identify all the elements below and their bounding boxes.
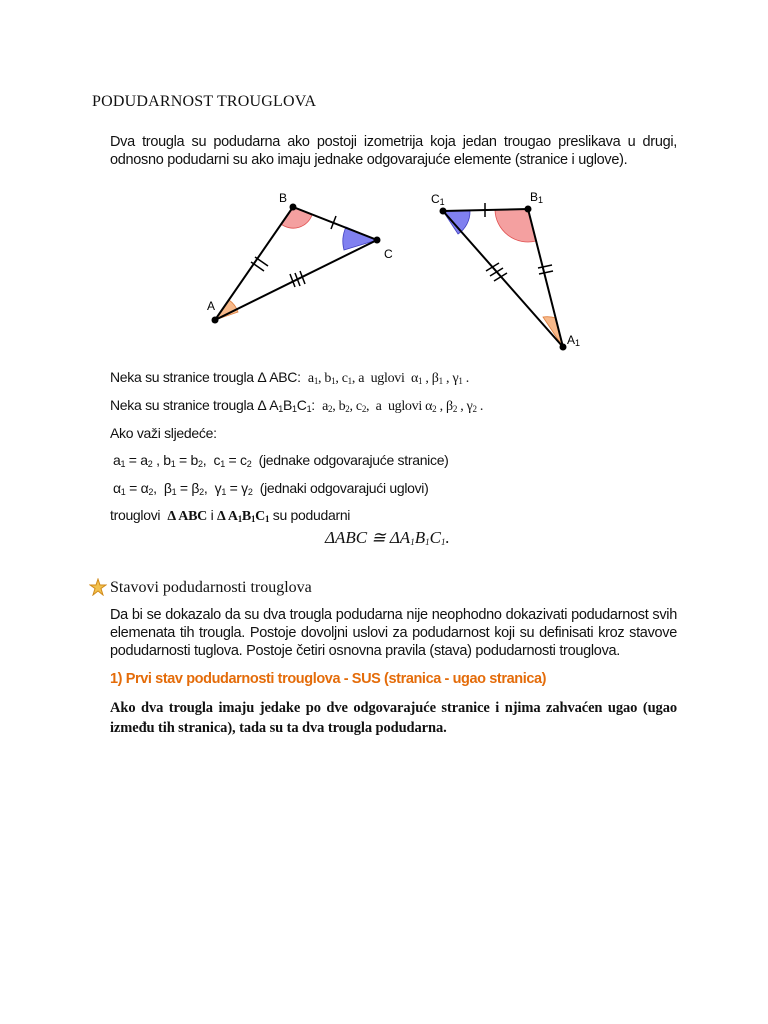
star-bullet-icon (89, 578, 107, 596)
triangle-abc (207, 191, 393, 324)
line-sides-a1b1c1: Neka su stranice trougla Δ $A_1B_1C_1$: $a_2$, $b_2$, $c_2$, a uglovi $\alpha_2$ , $\beta_2$ , $\gamma_2$ . (110, 397, 484, 414)
section-heading: Stavovi podudarnosti trouglova (110, 579, 312, 596)
triangle-a1b1c1 (431, 190, 580, 351)
intro-paragraph: Dva trougla su podudarna ako postoji izometrija koja jedan trougao preslikava u drugi, odnosno podudarni su ako imaju jednake odgovarajuće elemente (stranice i uglove). (110, 134, 677, 168)
triangles-figure (195, 185, 595, 355)
rule1-heading: 1) Prvi stav podudarnosti trouglova - SUS (stranica - ugao stranica) (110, 671, 547, 687)
label-b1: B1 (530, 190, 544, 205)
line-equal-sides: $a_1 = a_2$ , $b_1 = b_2$, $c_1 = c_2$ (jednake odgovarajuće stranice) (113, 452, 449, 469)
label-b: B (279, 191, 288, 205)
page-title: PODUDARNOST TROUGLOVA (92, 93, 317, 110)
congruence-formula: ΔABC ≅ $\Delta A_1B_1C_1$. (325, 528, 450, 547)
line-sides-abc: Neka su stranice trougla Δ ABC: $a_1$, $b_1$, $c_1$, a uglovi $\alpha_1$ , $\beta_1$ , $\gamma_1$ . (110, 369, 469, 386)
line-condition: Ako važi sljedeće: (110, 425, 217, 441)
label-a1: A1 (567, 333, 581, 348)
label-a: A (207, 299, 216, 313)
label-c1: C1 (431, 192, 445, 207)
line-conclusion: trouglovi Δ ABC i Δ $A_1B_1C_1$ su podudarni (110, 507, 351, 524)
rule1-text: Ako dva trougla imaju jedake po dve odgovarajuće stranice i njima zahvaćen ugao (ugao između tih stranica), tada su ta dva trougla podudarna. (110, 700, 677, 736)
label-c: C (384, 247, 393, 261)
section-paragraph: Da bi se dokazalo da su dva trougla podudarna nije neophodno dokazivati podudarnost svih elemenata tih trougla. Postoje dovoljni uslovi za podudarnost koji su definisati kroz stavove podudarnosti tuglova. Postoje četiri osnovna pravila (stava) podudarnosti trouglova. (110, 607, 677, 659)
line-equal-angles: $\alpha_1 = \alpha_2$, $\beta_1 = \beta_2$, $\gamma_1 = \gamma_2$ (jednaki odgovarajući uglovi) (113, 480, 429, 497)
